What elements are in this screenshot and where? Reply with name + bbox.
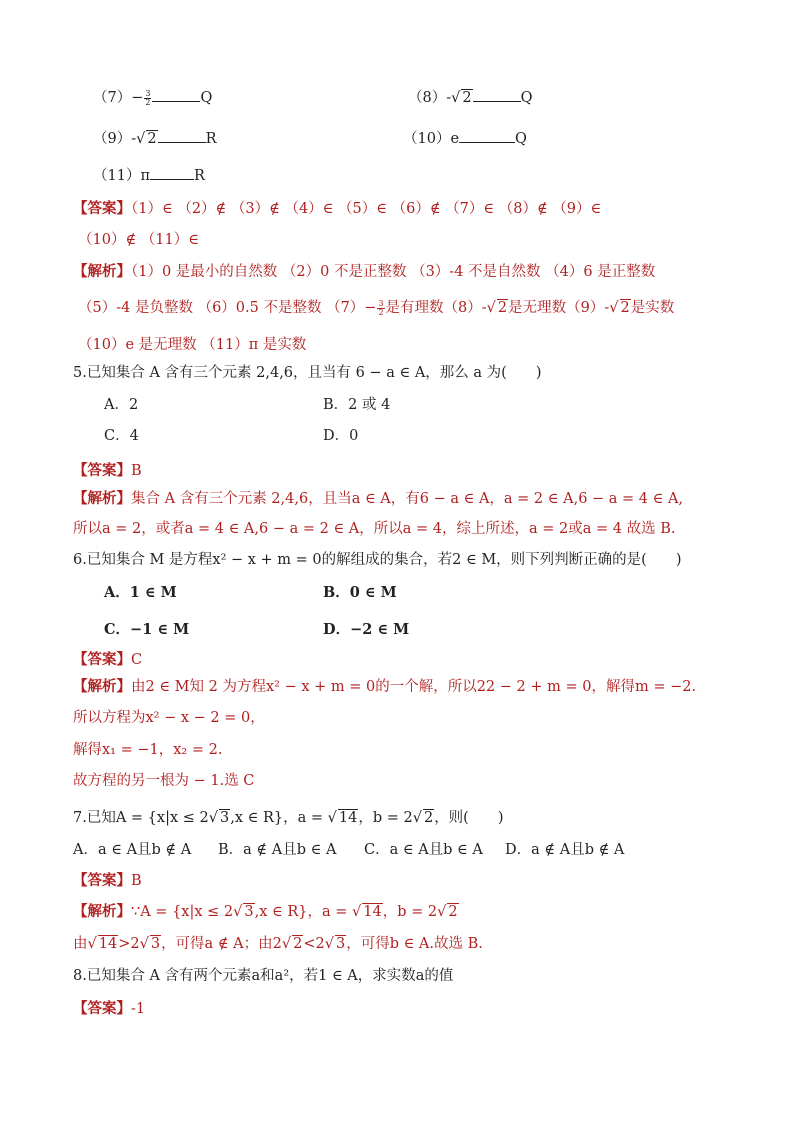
- answer-blank: [150, 165, 194, 180]
- q5-analysis-line-2: 所以a = 2，或者a = 4 ∈ A,6 − a = 2 ∈ A，所以a = 4，综上所述，a = 2或a = 4 故选 B.: [73, 521, 676, 537]
- q6-option-a: A．1 ∈ M: [104, 584, 177, 601]
- answer-blank: [473, 87, 521, 102]
- q6-analysis-line-3: 解得x₁ = −1，x₂ = 2.: [73, 742, 223, 758]
- q6-stem: 6.已知集合 M 是方程x² − x + m = 0的解组成的集合，若2 ∈ M，则下列判断正确的是( ): [73, 552, 682, 568]
- analysis-label: 【解析】: [73, 678, 131, 695]
- item-11: （11）π R: [93, 164, 205, 185]
- q5-option-b: B．2 或 4: [323, 397, 391, 413]
- q5-analysis-line-1: 【解析】集合 A 含有三个元素 2,4,6，且当a ∈ A，有6 − a ∈ A，a = 2 ∈ A,6 − a = 4 ∈ A,: [73, 490, 684, 507]
- q7-option-c: C．a ∈ A且b ∈ A: [364, 842, 483, 858]
- q4-answer-line-2: （10）∉ （11）∈: [78, 232, 199, 248]
- fraction: $\frac{3}{2}$: [378, 298, 384, 317]
- item-10: （10）e Q: [403, 127, 527, 148]
- answer-blank: [158, 128, 206, 143]
- item-8: （8）-√ 2 Q: [408, 86, 533, 107]
- answer-label: 【答案】: [73, 872, 131, 889]
- fraction: $\frac{3}{2}$: [145, 88, 151, 107]
- q6-option-c: C．−1 ∈ M: [104, 621, 190, 638]
- q7-option-b: B．a ∉ A且b ∈ A: [218, 842, 337, 858]
- q7-stem: 7.已知A = {x|x ≤ 2√ 3,x ∈ R}，a = √ 14，b = 2√ 2，则( ): [73, 810, 504, 826]
- answer-label: 【答案】: [73, 462, 131, 479]
- q4-answer-line-1: 【答案】（1）∈ （2）∉ （3）∉ （4）∈ （5）∈ （6）∉ （7）∈ （8）∉ （9）∈: [73, 200, 602, 217]
- q5-answer: 【答案】B: [73, 462, 142, 479]
- q5-option-c: C．4: [104, 428, 139, 444]
- answer-label: 【答案】: [73, 200, 131, 217]
- item-9: （9）-√ 2 R: [93, 127, 217, 148]
- q7-analysis-line-1: 【解析】∵A = {x|x ≤ 2√ 3,x ∈ R}，a = √ 14，b = 2√ 2: [73, 903, 458, 920]
- q6-option-d: D．−2 ∈ M: [323, 621, 410, 638]
- q7-option-d: D．a ∉ A且b ∉ A: [505, 842, 625, 858]
- q6-analysis-line-1: 【解析】由2 ∈ M知 2 为方程x² − x + m = 0的一个解，所以22 − 2 + m = 0，解得m = −2.: [73, 678, 697, 695]
- answer-label: 【答案】: [73, 1000, 131, 1017]
- item-7: （7）− $\frac{3}{2}$ Q: [93, 88, 213, 107]
- q8-stem: 8.已知集合 A 含有两个元素a和a²，若1 ∈ A，求实数a的值: [73, 968, 454, 984]
- analysis-label: 【解析】: [73, 903, 131, 920]
- q6-analysis-line-2: 所以方程为x² − x − 2 = 0，: [73, 710, 265, 726]
- q8-answer: 【答案】-1: [73, 1000, 146, 1017]
- answer-blank: [152, 87, 200, 102]
- q7-analysis-line-2: 由√ 14>2√ 3，可得a ∉ A；由2√ 2<2√ 3，可得b ∈ A.故选 B.: [73, 936, 483, 952]
- q5-option-d: D．0: [323, 428, 359, 444]
- answer-label: 【答案】: [73, 651, 131, 668]
- q7-answer: 【答案】B: [73, 872, 142, 889]
- q4-analysis-line-3: （10）e 是无理数 （11）π 是实数: [78, 337, 307, 353]
- q7-option-a: A．a ∈ A且b ∉ A: [73, 842, 192, 858]
- answer-blank: [459, 128, 515, 143]
- q4-analysis-line-1: 【解析】（1）0 是最小的自然数 （2）0 不是正整数 （3）-4 不是自然数 （4）6 是正整数: [73, 263, 656, 280]
- q5-stem: 5.已知集合 A 含有三个元素 2,4,6，且当有 6 − a ∈ A，那么 a 为( ): [73, 365, 542, 381]
- q4-analysis-line-2: （5）-4 是负整数 （6）0.5 不是整数 （7）− $\frac{3}{2}$ 是有理数（8）-√ 2是无理数（9）-√ 2是实数: [78, 298, 675, 317]
- q6-option-b: B．0 ∈ M: [323, 584, 397, 601]
- analysis-label: 【解析】: [73, 263, 131, 280]
- analysis-label: 【解析】: [73, 490, 131, 507]
- q5-option-a: A．2: [104, 397, 139, 413]
- q6-answer: 【答案】C: [73, 651, 143, 668]
- q6-analysis-line-4: 故方程的另一根为 − 1.选 C: [73, 773, 255, 789]
